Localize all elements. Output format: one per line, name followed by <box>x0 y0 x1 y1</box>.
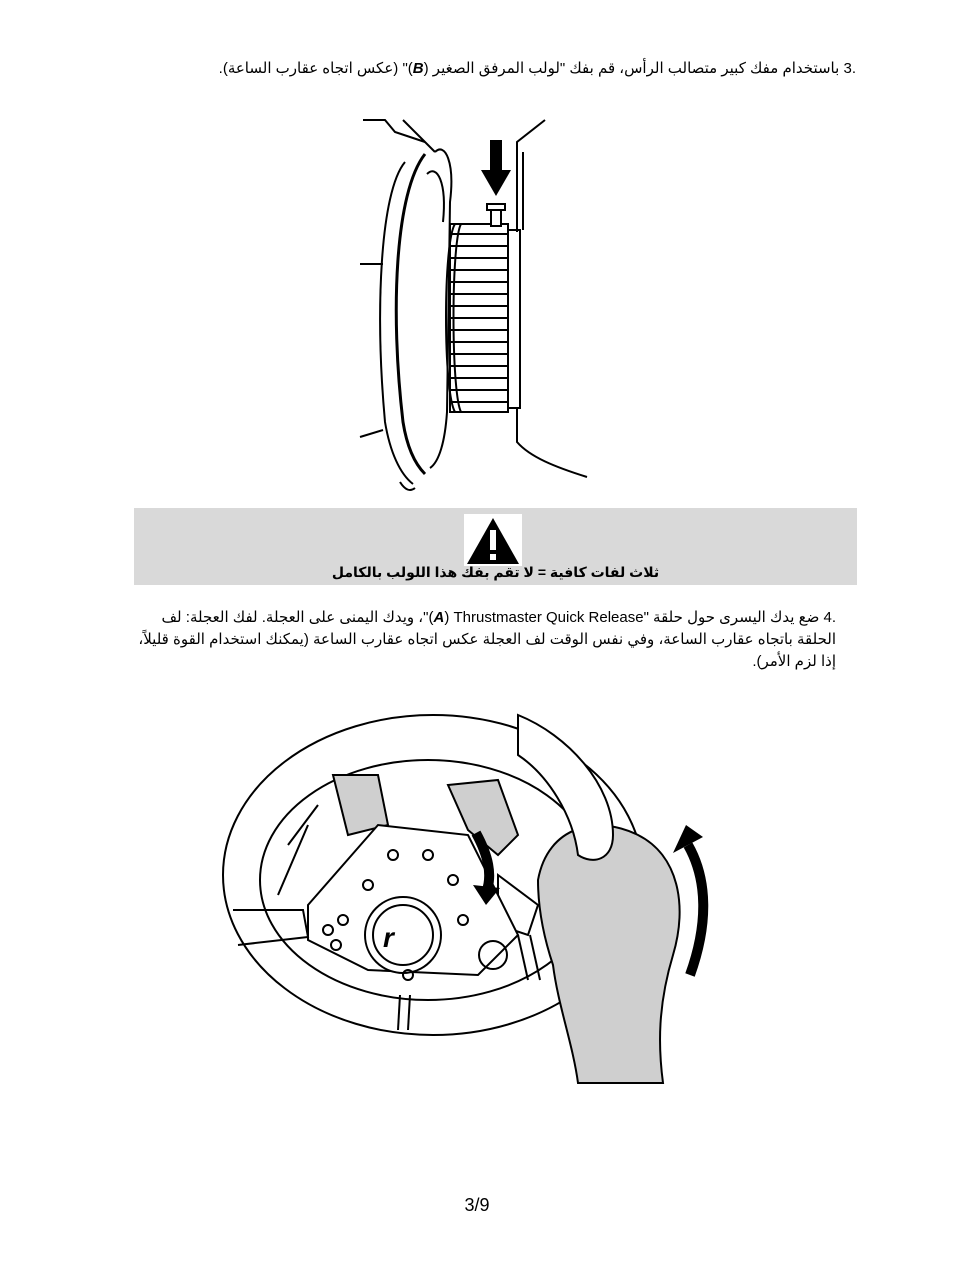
step-4-text-before: ضع يدك اليسرى حول حلقة " <box>643 609 820 626</box>
step-3-text-after: )" (عكس اتجاه عقارب الساعة). <box>218 60 413 77</box>
step-4-text-after: )"، ويدك اليمنى على العجلة. لفك العجلة: لف الحلقة باتجاه عقارب الساعة، وفي نفس الوقت لف العجلة عكس اتجاه عقارب الساعة (يمكنك استخدام القوة قليلاً، إذا لزم الأمر). <box>138 609 836 670</box>
step-4-instruction <box>130 607 836 673</box>
page-number: 3/9 <box>464 1195 490 1215</box>
step-3-number: 3. <box>843 60 856 77</box>
step-3-instruction <box>150 58 856 80</box>
step-3-text-before: باستخدام مفك كبير متصالب الرأس، قم بفك "لولب المرفق الصغير ( <box>423 60 840 77</box>
wheel-release-diagram-icon <box>218 705 728 1085</box>
svg-text:r: r <box>383 922 394 953</box>
step-3-letter: B <box>412 60 424 77</box>
warning-box <box>134 508 857 585</box>
step-4-number: 4. <box>823 609 836 626</box>
step-4-text-mid: ( <box>444 609 454 626</box>
warning-triangle-icon <box>464 514 522 566</box>
step-4-brand: Thrustmaster Quick Release <box>453 609 644 626</box>
step-4-letter: A <box>433 609 445 626</box>
warning-text: ثلاث لفات كافية = لا تقم بفك هذا اللولب بالكامل <box>331 564 660 580</box>
screw-loosen-diagram-icon <box>355 112 595 492</box>
